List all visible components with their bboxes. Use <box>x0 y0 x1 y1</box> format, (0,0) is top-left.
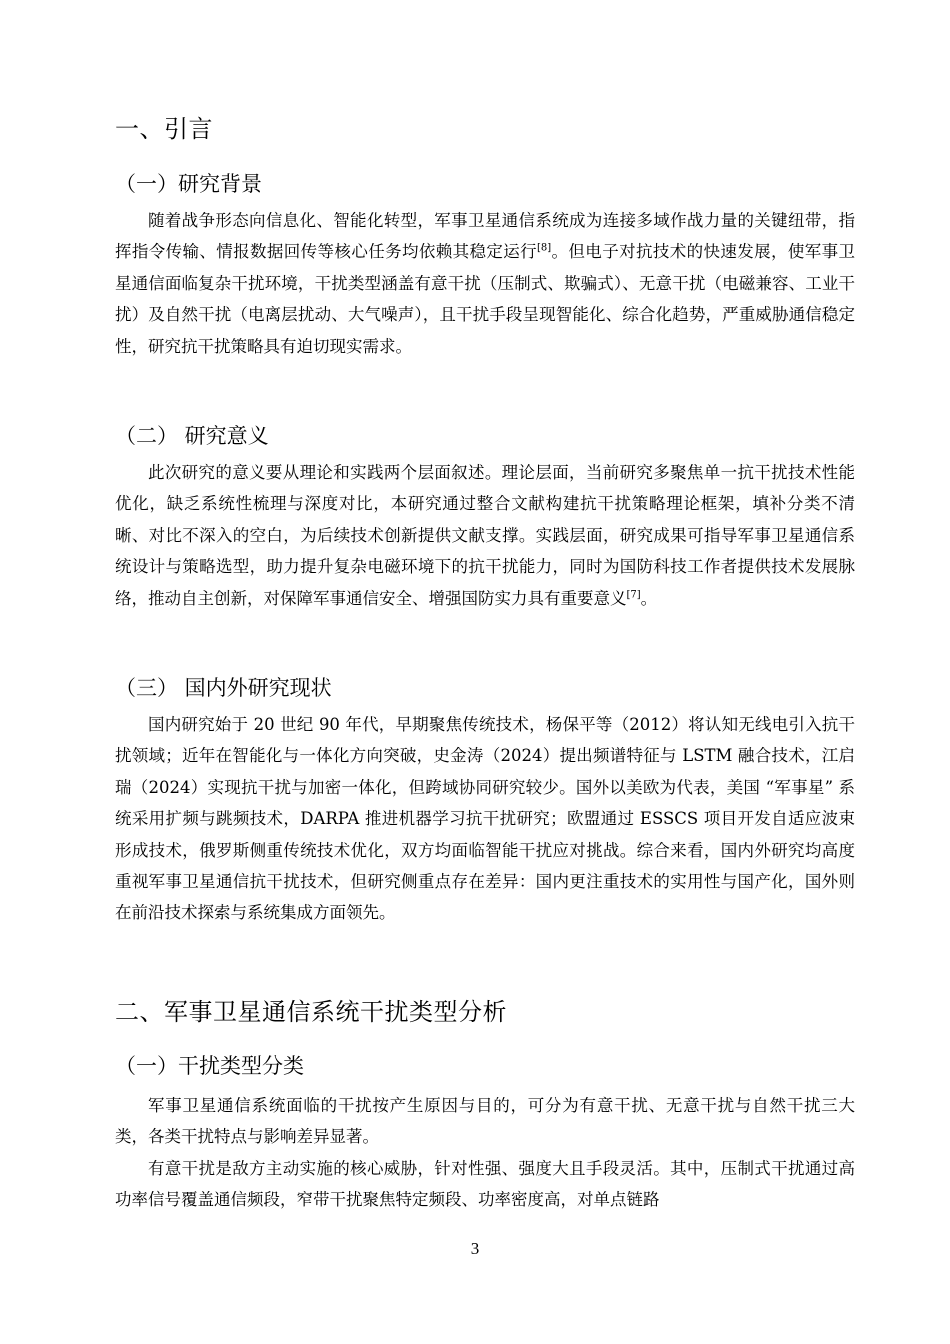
page-number: 3 <box>470 1239 480 1258</box>
paragraph-intentional-interference: 有意干扰是敌方主动实施的核心威胁，针对性强、强度大且手段灵活。其中，压制式干扰通过高功率信号覆盖通信频段，窄带干扰聚焦特定频段、功率密度高，对单点链路 <box>115 1159 855 1210</box>
citation-ref: [7] <box>626 589 641 601</box>
subsection-heading-research-status: （三） 国内外研究现状 <box>115 676 332 700</box>
section-heading-introduction: 一、引言 <box>115 115 213 143</box>
paragraph-text-continued: 。但电子对抗技术的快速发展，使军事卫星通信面临复杂干扰环境，干扰类型涵盖有意干扰（压制式、欺骗式）、无意干扰（电磁兼容、工业干扰）及自然干扰（电离层扰动、大气噪声），且干扰手段呈现智能化、综合化趋势，严重威胁通信稳定性，研究抗干扰策略具有迫切现实需求。 <box>115 242 856 356</box>
subsection-heading-significance: （二） 研究意义 <box>115 424 269 448</box>
subsection-heading-interference-types: （一）干扰类型分类 <box>115 1054 304 1078</box>
citation-ref: [8] <box>537 242 552 254</box>
paragraph-text: 随着战争形态向信息化、智能化转型，军事卫星通信系统成为连接多域作战力量的关键纽带，指挥指令传输、情报数据回传等核心任务均依赖其稳定运行 <box>115 211 855 262</box>
subsection-heading-background: （一）研究背景 <box>115 172 262 196</box>
paragraph-text: 此次研究的意义要从理论和实践两个层面叙述。理论层面，当前研究多聚焦单一抗干扰技术性能优化，缺乏系统性梳理与深度对比，本研究通过整合文献构建抗干扰策略理论框架，填补分类不清晰、对比不深入的空白，为后续技术创新提供文献支撑。实践层面，研究成果可指导军事卫星通信系统设计与策略选型，助力提升复杂电磁环境下的抗干扰能力，同时为国防科技工作者提供技术发展脉络，推动自主创新，对保障军事通信安全、增强国防实力具有重要意义 <box>115 463 855 608</box>
section-heading-interference-analysis: 二、军事卫星通信系统干扰类型分析 <box>115 998 507 1026</box>
paragraph-background <box>115 205 855 362</box>
paragraph-research-status: 国内研究始于 20 世纪 90 年代，早期聚焦传统技术，杨保平等（2012）将认知无线电引入抗干扰领域；近年在智能化与一体化方向突破，史金涛（2024）提出频谱特征与 LSTM 融合技术，江启瑞（2024）实现抗干扰与加密一体化，但跨域协同研究较少。国外以美欧为代表，美国 “军事星” 系统采用扩频与跳频技术，DARPA 推进机器学习抗干扰研究；欧盟通过 ESSCS 项目开发自适应波束形成技术，俄罗斯侧重传统技术优化，双方均面临智能干扰应对挑战。综合来看，国内外研究均高度重视军事卫星通信抗干扰技术，但研究侧重点存在差异：国内更注重技术的实用性与国产化，国外则在前沿技术探索与系统集成方面领先。 <box>115 715 855 923</box>
paragraph-interference-overview: 军事卫星通信系统面临的干扰按产生原因与目的，可分为有意干扰、无意干扰与自然干扰三大类，各类干扰特点与影响差异显著。 <box>115 1096 855 1147</box>
paragraph-text-continued: 。 <box>640 588 658 608</box>
paragraph-significance <box>115 457 855 614</box>
